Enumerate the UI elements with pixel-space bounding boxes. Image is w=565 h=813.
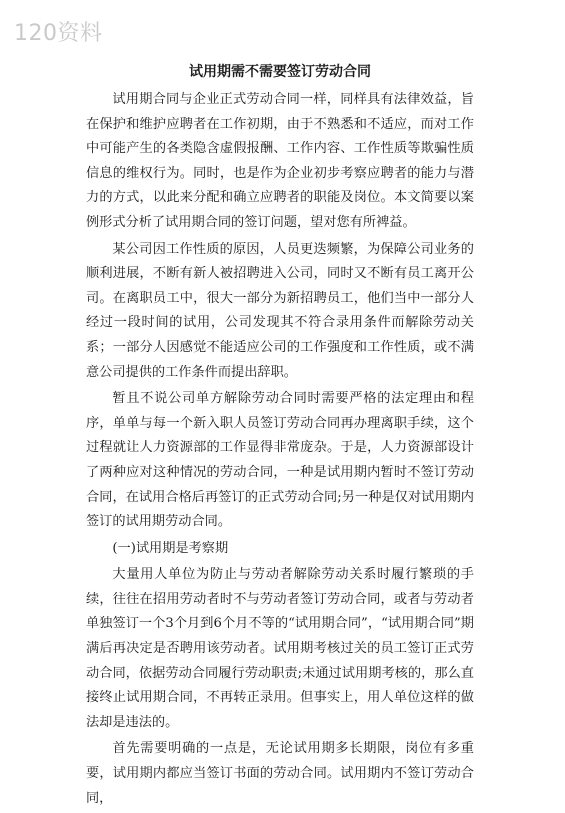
paragraph-intro: 试用期合同与企业正式劳动合同一样，同样具有法律效益，旨在保护和维护应聘者在工作初期，由于不熟悉和不适应，而对工作中可能产生的各类隐含虚假报酬、工作内容、工作性质等欺骗性质信息的维权行为。同时，也是作为企业初步考察应聘者的能力与潜力的方式，以此来分配和确立应聘者的职能及岗位。本文简要以案例形式分析了试用期合同的签订问题，望对您有所裨益。 — [86, 92, 474, 230]
watermark-logo: 120资料 — [14, 21, 103, 46]
paragraph-probation: 大量用人单位为防止与劳动者解除劳动关系时履行繁琐的手续，往往在招用劳动者时不与劳动者签订劳动合同，或者与劳动者单独签订一个3个月到6个月不等的“试用期合同”，“试用期合同”期满后再决定是否聘用该劳动者。试用期考核过关的员工签订正式劳动合同，依据劳动合同履行劳动职责;未通过试用期考核的，那么直接终止试用期合同，不再转正录用。但事实上，用人单位这样的做法却是违法的。 — [86, 567, 474, 730]
paragraph-hr-design: 暂且不说公司单方解除劳动合同时需要严格的法定理由和程序，单单与每一个新入职人员签订劳动合同再办理离职手续，这个过程就让人力资源部的工作显得非常庞杂。于是，人力资源部设计了两种应对这种情况的劳动合同，一种是试用期内暂时不签订劳动合同，在试用合格后再签订的正式劳动合同;另一种是仅对试用期内签订的试用期劳动合同。 — [86, 391, 474, 530]
paragraph-case: 某公司因工作性质的原因，人员更迭频繁，为保障公司业务的顺利进展，不断有新人被招聘进入公司，同时又不断有员工离开公司。在离职员工中，很大一部分为新招聘员工，他们当中一部分人经过一段时间的试用，公司发现其不符合录用条件而解除劳动关系；一部分人因感觉不能适应公司的工作强度和工作性质，或不满意公司提供的工作条件而提出辞职。 — [86, 241, 474, 380]
section-heading: (一)试用期是考察期 — [112, 540, 229, 556]
document-title: 试用期需不需要签订劳动合同 — [189, 64, 371, 80]
document-page — [86, 62, 474, 813]
paragraph-first-point: 首先需要明确的一点是，无论试用期多长期限，岗位有多重要，试用期内都应当签订书面的劳动合同。试用期内不签订劳动合同， — [86, 741, 474, 806]
